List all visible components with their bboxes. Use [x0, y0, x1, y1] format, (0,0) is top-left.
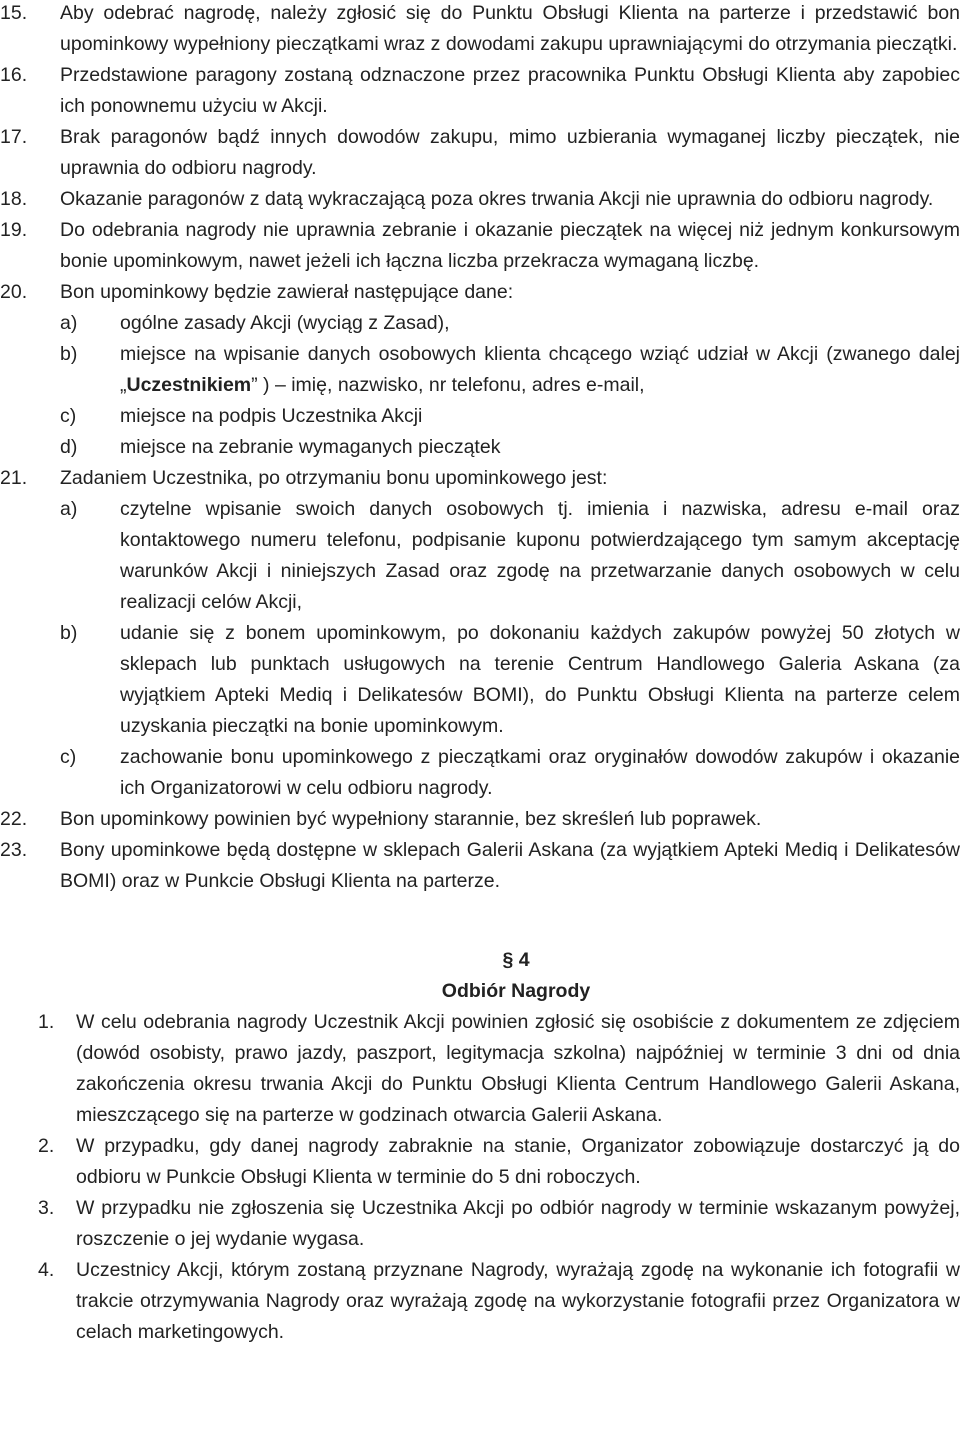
item-number: 16. [0, 64, 28, 86]
sub-item-d [60, 432, 960, 463]
item-text: W przypadku, gdy danej nagrody zabraknie na stanie, Organizator zobowiązuje dostarczyć ją do odbioru w Punkcie Obsługi Klienta w terminie do 5 dni roboczych. [76, 1135, 960, 1188]
sub-item-c [60, 401, 960, 432]
item-number: 3. [38, 1197, 55, 1219]
section-title: Odbiór Nagrody [441, 980, 591, 1002]
sub-item-text: ogólne zasady Akcji (wyciąg z Zasad), [120, 312, 450, 334]
sub-item-c [60, 742, 960, 804]
rule-item-17 [0, 122, 960, 184]
prize-item-3 [0, 1193, 960, 1255]
item-number: 21. [0, 467, 28, 489]
item-number: 19. [0, 219, 28, 241]
sub-item-text: czytelne wpisanie swoich danych osobowych tj. imienia i nazwiska, adresu e-mail oraz kontaktowego numeru telefonu, podpisanie kuponu potwierdzającego tym samym akceptację warunków Akcji i niniejszych Zasad oraz zgodę na przetwarzanie danych osobowych w celu realizacji celów Akcji, [120, 498, 960, 613]
rule-item-15 [0, 0, 960, 60]
item-text: Przedstawione paragony zostaną odznaczone przez pracownika Punktu Obsługi Klienta aby zapobiec ich ponownemu użyciu w Akcji. [60, 64, 960, 117]
sub-item-letter: a) [60, 312, 78, 334]
item-text: W celu odebrania nagrody Uczestnik Akcji powinien zgłosić się osobiście z dokumentem ze zdjęciem (dowód osobisty, prawo jazdy, paszport, legitymacja szkolna) najpóźniej w terminie 3 dni od dnia zakończenia okresu trwania Akcji do Punktu Obsługi Klienta Centrum Handlowego Galerii Askana, mieszczącego się na parterze w godzinach otwarcia Galerii Askana. [76, 1011, 960, 1126]
section-number: § 4 [502, 949, 530, 971]
item-number: 18. [0, 188, 28, 210]
sub-item-letter: c) [60, 746, 77, 768]
sub-item-b [60, 339, 960, 401]
sub-item-text-end: ” ) – imię, nazwisko, nr telefonu, adres e-mail, [251, 374, 645, 396]
sub-item-a [60, 494, 960, 618]
rule-item-16 [0, 60, 960, 122]
item-text: Brak paragonów bądź innych dowodów zakupu, mimo uzbierania wymaganej liczby pieczątek, nie uprawnia do odbioru nagrody. [60, 126, 960, 179]
item-text: Okazanie paragonów z datą wykraczającą poza okres trwania Akcji nie uprawnia do odbioru nagrody. [60, 188, 934, 210]
rule-item-22 [0, 804, 960, 835]
sub-item-letter: d) [60, 436, 78, 458]
item-number: 22. [0, 808, 28, 830]
item-text: Uczestnicy Akcji, którym zostaną przyznane Nagrody, wyrażają zgodę na wykonanie ich fotografii w trakcie otrzymywania Nagrody oraz wyrażają zgodę na wykorzystanie fotografii przez Organizatora w celach marketingowych. [76, 1259, 960, 1343]
item-number: 20. [0, 281, 28, 303]
prize-item-1 [0, 1007, 960, 1131]
item-text: Aby odebrać nagrodę, należy zgłosić się do Punktu Obsługi Klienta na parterze i przedstawić bon upominkowy wypełniony pieczątkami wraz z dowodami zakupu uprawniającymi do otrzymania pieczątki. [60, 2, 960, 55]
item-number: 4. [38, 1259, 55, 1281]
rule-item-18 [0, 184, 960, 215]
rule-item-21 [0, 463, 960, 804]
rule-item-20 [0, 277, 960, 463]
sub-item-text: miejsce na zebranie wymaganych pieczątek [120, 436, 501, 458]
sub-item-letter: a) [60, 498, 78, 520]
item-number: 17. [0, 126, 28, 148]
participant-term: Uczestnikiem [126, 374, 252, 396]
sub-item-text: udanie się z bonem upominkowym, po dokonaniu każdych zakupów powyżej 50 złotych w sklepach lub punktach usługowych na terenie Centrum Handlowego Galeria Askana (za wyjątkiem Apteki Mediq i Delikatesów BOMI), do Punktu Obsługi Klienta na parterze celem uzyskania pieczątki na bonie upominkowym. [120, 622, 960, 737]
sub-item-b [60, 618, 960, 742]
item-number: 23. [0, 839, 28, 861]
sub-item-letter: b) [60, 343, 78, 365]
item-text: Zadaniem Uczestnika, po otrzymaniu bonu upominkowego jest: [60, 467, 608, 489]
item-number: 1. [38, 1011, 55, 1033]
item-text: Bony upominkowe będą dostępne w sklepach Galerii Askana (za wyjątkiem Apteki Mediq i Delikatesów BOMI) oraz w Punkcie Obsługi Klienta na parterze. [60, 839, 960, 892]
item-text: W przypadku nie zgłoszenia się Uczestnika Akcji po odbiór nagrody w terminie wskazanym powyżej, roszczenie o jej wydanie wygasa. [76, 1197, 960, 1250]
sub-item-a [60, 308, 960, 339]
sub-item-text: miejsce na podpis Uczestnika Akcji [120, 405, 423, 427]
section-spacer [0, 897, 960, 945]
rule-item-23 [0, 835, 960, 897]
sub-item-letter: c) [60, 405, 77, 427]
item-text: Bon upominkowy będzie zawierał następujące dane: [60, 281, 514, 303]
item-number: 2. [38, 1135, 55, 1157]
item-text: Do odebrania nagrody nie uprawnia zebranie i okazanie pieczątek na więcej niż jednym konkursowym bonie upominkowym, nawet jeżeli ich łączna liczba przekracza wymaganą liczbę. [60, 219, 960, 272]
item-number: 15. [0, 2, 28, 24]
rule-item-19 [0, 215, 960, 277]
sub-item-text: zachowanie bonu upominkowego z pieczątkami oraz oryginałów dowodów zakupów i okazanie ich Organizatorowi w celu odbioru nagrody. [120, 746, 960, 799]
prize-item-2 [0, 1131, 960, 1193]
sub-item-text: miejsce na wpisanie danych osobowych klienta chcącego wziąć udział w Akcji (zwanego dalej „ [120, 343, 960, 396]
sub-item-letter: b) [60, 622, 78, 644]
item-text: Bon upominkowy powinien być wypełniony starannie, bez skreśleń lub poprawek. [60, 808, 762, 830]
prize-item-4 [0, 1255, 960, 1348]
